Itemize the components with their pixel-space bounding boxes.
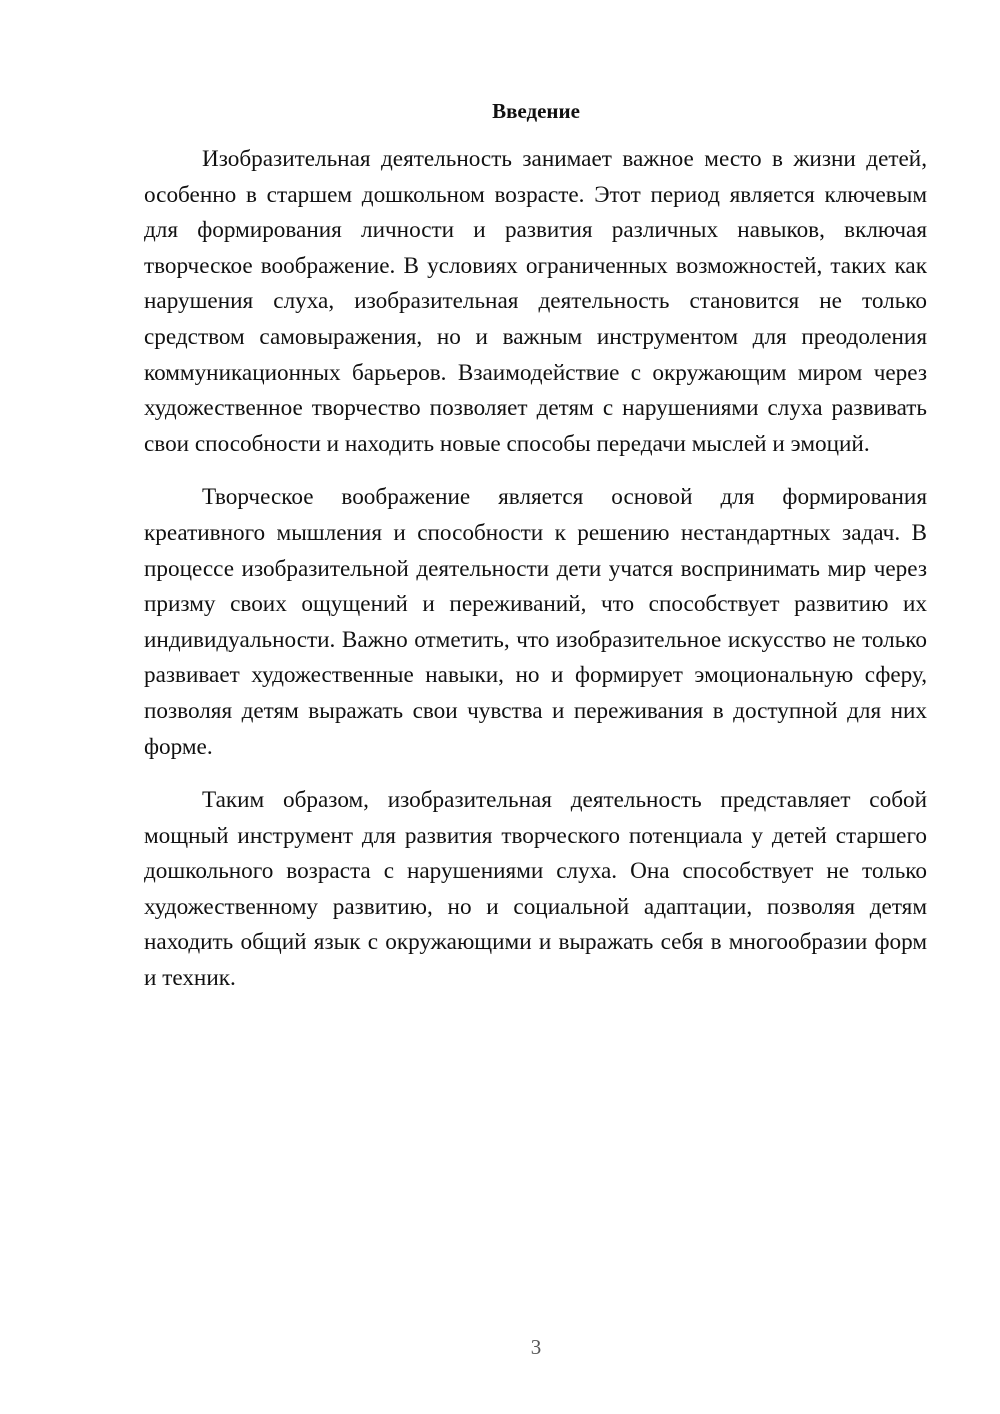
document-body — [144, 142, 927, 1015]
paragraph-3: Таким образом, изобразительная деятельность представляет собой мощный инструмент для развития творческого потенциала у детей старшего дошкольного возраста с нарушениями слуха. Она способствует не только художественному развитию, но и социальной адаптации, позволяя детям находить общий язык с окружающими и выражать себя в многообразии форм и техник. — [144, 787, 927, 992]
paragraph-2: Творческое воображение является основой для формирования креативного мышления и способности к решению нестандартных задач. В процессе изобразительной деятельности дети учатся воспринимать мир через призму своих ощущений и переживаний, что способствует развитию их индивидуальности. Важно отметить, что изобразительное искусство не только развивает художественные навыки, но и формирует эмоциональную сферу, позволяя детям выражать свои чувства и переживания в доступной для них форме. — [144, 484, 927, 760]
paragraph-1: Изобразительная деятельность занимает важное место в жизни детей, особенно в старшем дошкольном возрасте. Этот период является ключевым для формирования личности и развития различных навыков, включая творческое воображение. В условиях ограниченных возможностей, таких как нарушения слуха, изобразительная деятельность становится не только средством самовыражения, но и важным инструментом для преодоления коммуникационных барьеров. Взаимодействие с окружающим миром через художественное творчество позволяет детям с нарушениями слуха развивать свои способности и находить новые способы передачи мыслей и эмоций. — [144, 146, 927, 457]
page-number: 3 — [530, 1335, 542, 1359]
page-title: Введение — [492, 99, 580, 123]
